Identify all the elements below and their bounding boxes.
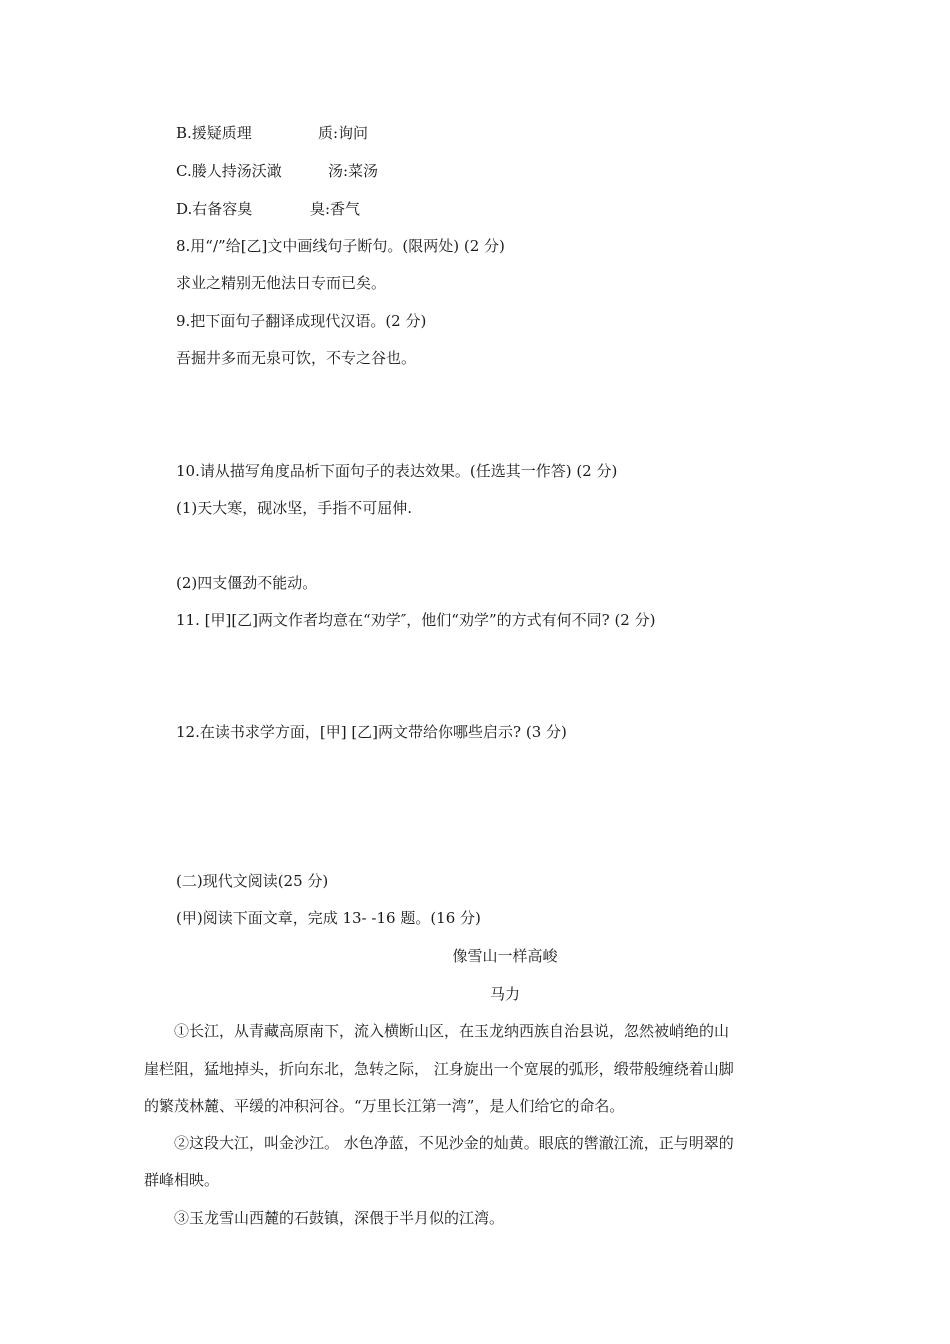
article-paragraph-2-line-1: ②这段大江，叫金沙江。 水色净蓝，不见沙金的灿黄。眼底的辔澈江流，正与明翠的 <box>174 1134 734 1152</box>
question-11: 11. [甲][乙]两文作者均意在“劝学″，他们“劝学”的方式有何不同? (2 分) <box>176 611 656 629</box>
article-paragraph-3-line-1: ③玉龙雪山西麓的石鼓镇，深偎于半月似的江湾。 <box>174 1209 505 1227</box>
section-instruction: (甲)阅读下面文章，完成 13- -16 题。(16 分) <box>176 909 481 927</box>
section-heading: (二)现代文阅读(25 分) <box>176 872 329 890</box>
option-c <box>176 161 379 181</box>
article-author: 马力 <box>489 985 520 1003</box>
article-paragraph-1-line-1: ①长江，从青藏高原南下，流入横断山区，在玉龙纳西族自治县说，忽然被峭绝的山 <box>174 1022 730 1040</box>
question-9-sentence: 吾掘井多而无泉可饮，不专之谷也。 <box>176 349 417 367</box>
question-10-item-2: (2)四支僵劲不能动。 <box>176 574 318 592</box>
option-gloss: 质:询问 <box>318 124 369 142</box>
article-paragraph-1-line-3: 的繁茂林麓、平缓的冲积河谷。“万里长江第一湾”，是人们给它的命名。 <box>144 1097 625 1115</box>
option-gloss: 臭:香气 <box>310 200 361 218</box>
option-text: B.援疑质理 <box>176 124 252 142</box>
article-title: 像雪山一样高峻 <box>452 947 558 965</box>
question-10-item-1: (1)天大寒，砚冰坚，手指不可屈伸. <box>176 499 413 517</box>
article-paragraph-2-line-2: 群峰相映。 <box>144 1171 220 1189</box>
question-10: 10.请从描写角度品析下面句子的表达效果。(任选其一作答) (2 分) <box>176 462 618 480</box>
option-b <box>176 123 369 143</box>
option-gloss: 汤:菜汤 <box>328 162 379 180</box>
option-text: C.媵人持汤沃澉 <box>176 162 282 180</box>
question-8: 8.用“/”给[乙]文中画线句子断句。(限两处) (2 分) <box>176 237 505 255</box>
question-8-sentence: 求业之精别无他法日专而已矣。 <box>176 274 387 292</box>
question-12: 12.在读书求学方面，[甲] [乙]两文带给你哪些启示? (3 分) <box>176 723 567 741</box>
option-text: D.右备容臭 <box>176 200 253 218</box>
article-paragraph-1-line-2: 崖栏阻，猛地掉头，折向东北，急转之际， 江身旋出一个宽展的弧形，缎带般缠绕着山脚 <box>144 1060 734 1078</box>
question-9: 9.把下面句子翻译成现代汉语。(2 分) <box>176 312 427 330</box>
option-d <box>176 199 361 219</box>
